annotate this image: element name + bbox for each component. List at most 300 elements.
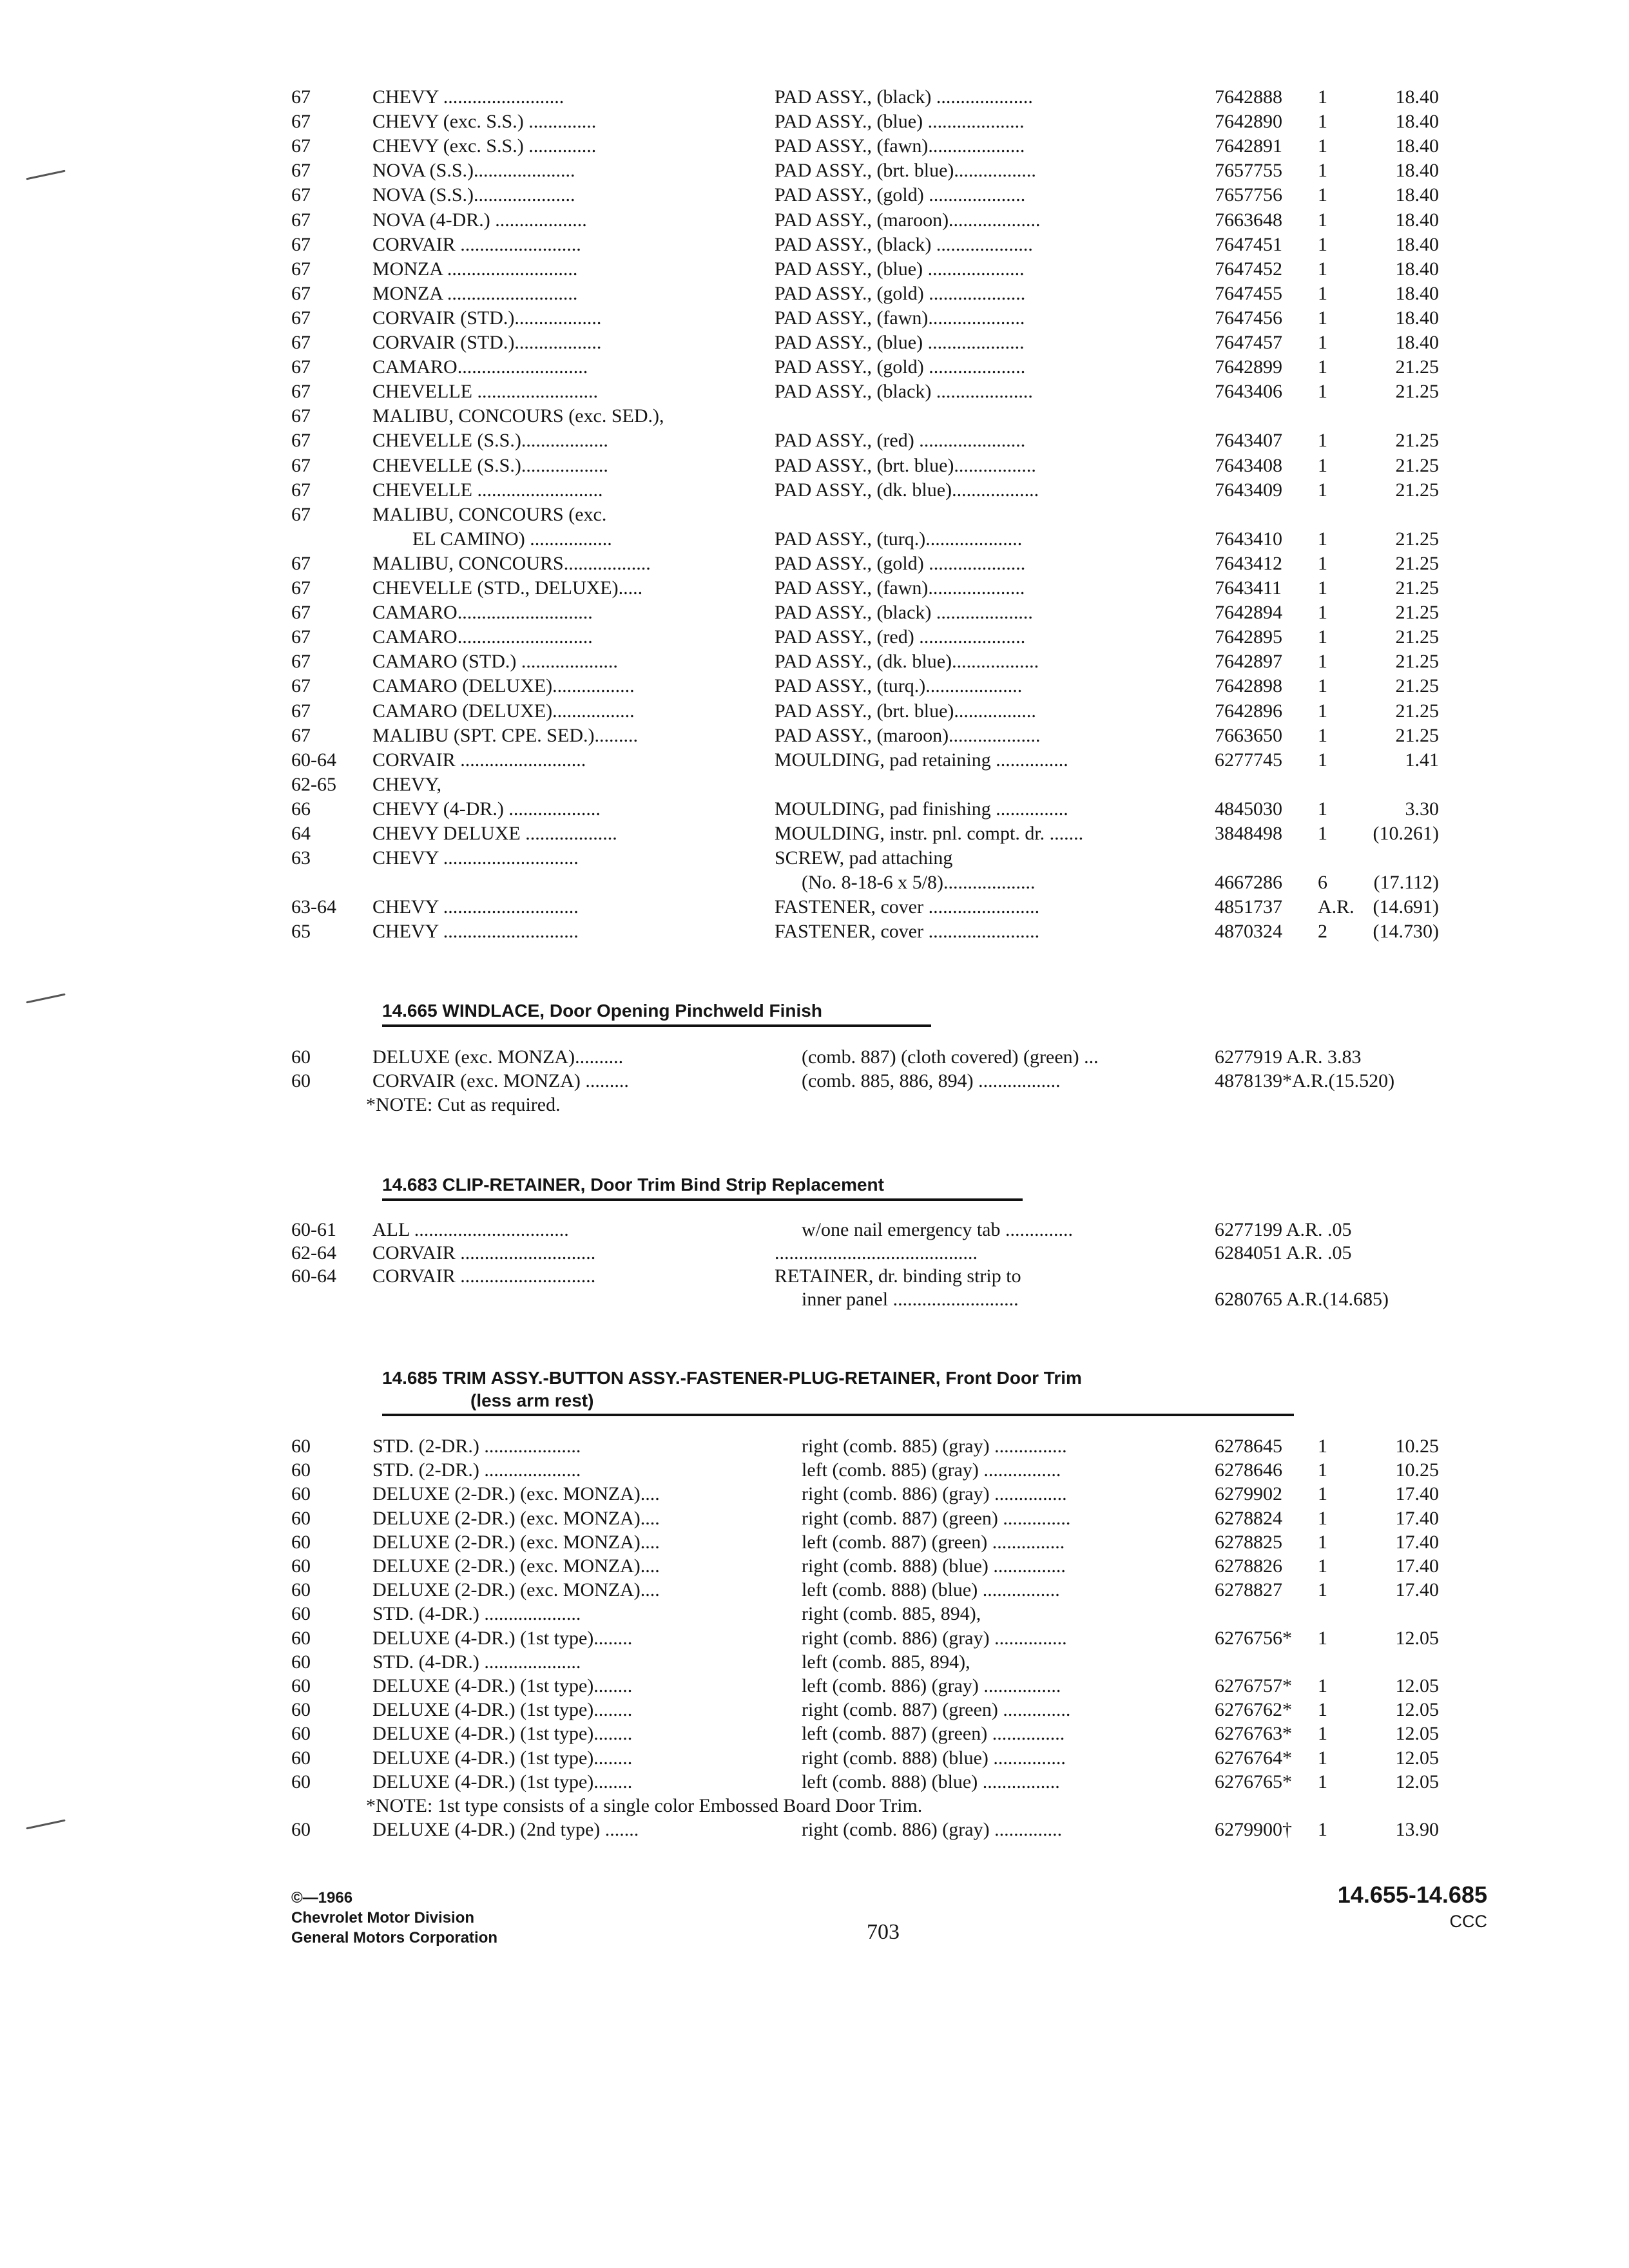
quantity-cell: 1 xyxy=(1318,479,1327,501)
year-cell: 63-64 xyxy=(291,896,336,918)
table-row xyxy=(0,1287,1629,1312)
price-cell: 21.25 xyxy=(1395,528,1439,550)
table-row xyxy=(0,478,1629,503)
model-cell: NOVA (S.S.)..................... xyxy=(372,184,575,206)
model-cell: CHEVY DELUXE ................... xyxy=(372,823,617,844)
description-cell: right (comb. 886) (gray) ............... xyxy=(802,1483,1067,1505)
model-cell: CHEVELLE .......................... xyxy=(372,479,603,501)
price-cell: 17.40 xyxy=(1395,1507,1439,1529)
description-cell: right (comb. 885, 894), xyxy=(802,1603,981,1625)
description-cell: left (comb. 886) (gray) ................ xyxy=(802,1675,1061,1696)
part-number-cell: 7647457 xyxy=(1215,332,1282,353)
section-rule-14-685 xyxy=(382,1414,1294,1416)
table-row xyxy=(0,380,1629,404)
table-row xyxy=(0,404,1629,428)
model-cell: CORVAIR ......................... xyxy=(372,233,581,255)
description-cell: left (comb. 888) (blue) ................ xyxy=(802,1771,1060,1792)
part-number-cell: 6279902 xyxy=(1215,1483,1282,1505)
price-cell: 21.25 xyxy=(1395,479,1439,501)
model-cell: CHEVY ......................... xyxy=(372,86,564,108)
table-row xyxy=(0,1602,1629,1626)
year-cell: 67 xyxy=(291,602,311,624)
price-cell: 17.40 xyxy=(1395,1579,1439,1601)
table-row xyxy=(0,1241,1629,1265)
year-cell: 60 xyxy=(291,1070,311,1091)
model-cell: DELUXE (exc. MONZA).......... xyxy=(372,1046,624,1068)
price-cell: 10.25 xyxy=(1395,1459,1439,1481)
footer-division: Chevrolet Motor Division xyxy=(291,1909,475,1927)
part-qty-price-cell: 6277919 A.R. 3.83 xyxy=(1215,1046,1362,1068)
table-row xyxy=(0,85,1629,110)
price-cell: 21.25 xyxy=(1395,626,1439,648)
quantity-cell: 1 xyxy=(1318,700,1327,722)
price-cell: 18.40 xyxy=(1395,233,1439,255)
part-number-cell: 7663650 xyxy=(1215,724,1282,746)
quantity-cell: 1 xyxy=(1318,282,1327,304)
description-cell: PAD ASSY., (brt. blue)................. xyxy=(775,454,1036,476)
model-cell: DELUXE (4-DR.) (1st type)........ xyxy=(372,1747,633,1769)
table-row xyxy=(0,1482,1629,1506)
table-row xyxy=(0,110,1629,134)
quantity-cell: 1 xyxy=(1318,454,1327,476)
price-cell: 18.40 xyxy=(1395,209,1439,231)
year-cell: 67 xyxy=(291,405,311,427)
part-number-cell: 6276756* xyxy=(1215,1627,1292,1649)
year-cell: 67 xyxy=(291,258,311,280)
year-cell: 67 xyxy=(291,184,311,206)
model-cell: CHEVY (4-DR.) ................... xyxy=(372,798,601,820)
description-cell: PAD ASSY., (dk. blue).................. xyxy=(775,479,1039,501)
description-cell: PAD ASSY., (gold) .................... xyxy=(775,552,1026,574)
table-row xyxy=(0,233,1629,257)
model-cell: NOVA (S.S.)..................... xyxy=(372,160,575,182)
part-number-cell: 6276764* xyxy=(1215,1747,1292,1769)
year-cell: 67 xyxy=(291,307,311,329)
price-cell: 12.05 xyxy=(1395,1771,1439,1792)
year-cell: 60 xyxy=(291,1603,311,1625)
table-row xyxy=(0,183,1629,207)
table-row xyxy=(0,1554,1629,1579)
description-cell: PAD ASSY., (fawn).................... xyxy=(775,577,1025,599)
part-number-cell: 7643412 xyxy=(1215,552,1282,574)
part-number-cell: 7643408 xyxy=(1215,454,1282,476)
quantity-cell: 1 xyxy=(1318,1771,1327,1792)
description-cell: PAD ASSY., (fawn).................... xyxy=(775,135,1025,157)
description-cell: PAD ASSY., (black) .................... xyxy=(775,86,1033,108)
quantity-cell: 6 xyxy=(1318,872,1327,894)
table-row xyxy=(0,1458,1629,1483)
table-row xyxy=(0,1530,1629,1555)
quantity-cell: 1 xyxy=(1318,233,1327,255)
table-row xyxy=(0,208,1629,233)
price-cell: 18.40 xyxy=(1395,307,1439,329)
year-cell: 60-64 xyxy=(291,1265,336,1287)
description-cell: PAD ASSY., (gold) .................... xyxy=(775,356,1026,378)
price-cell: (14.691) xyxy=(1373,896,1439,918)
footer-publisher xyxy=(291,1888,497,1948)
description-cell: left (comb. 888) (blue) ................ xyxy=(802,1579,1060,1601)
year-cell: 60-64 xyxy=(291,749,336,771)
price-cell: 21.25 xyxy=(1395,675,1439,697)
quantity-cell: 1 xyxy=(1318,381,1327,403)
model-cell: DELUXE (2-DR.) (exc. MONZA).... xyxy=(372,1507,660,1529)
price-cell: 10.25 xyxy=(1395,1436,1439,1457)
description-cell: MOULDING, pad finishing ............... xyxy=(775,798,1068,820)
part-number-cell: 6276757* xyxy=(1215,1675,1292,1696)
model-cell: STD. (4-DR.) .................... xyxy=(372,1603,581,1625)
model-cell: CHEVELLE (STD., DELUXE)..... xyxy=(372,577,643,599)
note-row xyxy=(0,1093,1629,1117)
margin-mark-middle xyxy=(26,994,65,1004)
year-cell: 67 xyxy=(291,160,311,182)
description-cell: .......................................... xyxy=(775,1242,978,1264)
price-cell: 21.25 xyxy=(1395,724,1439,746)
year-cell: 67 xyxy=(291,651,311,673)
description-cell: inner panel .......................... xyxy=(802,1289,1019,1310)
price-cell: 17.40 xyxy=(1395,1483,1439,1505)
part-qty-price-cell: 6280765 A.R.(14.685) xyxy=(1215,1289,1389,1310)
part-number-cell: 7642891 xyxy=(1215,135,1282,157)
model-cell: DELUXE (4-DR.) (1st type)........ xyxy=(372,1723,633,1745)
year-cell: 60-61 xyxy=(291,1219,336,1240)
part-number-cell: 7657755 xyxy=(1215,160,1282,182)
description-cell: PAD ASSY., (maroon)................... xyxy=(775,209,1041,231)
year-cell: 60 xyxy=(291,1771,311,1792)
quantity-cell: 1 xyxy=(1318,1675,1327,1696)
table-row xyxy=(0,1722,1629,1746)
table-row xyxy=(0,1506,1629,1531)
model-cell: CAMARO (DELUXE)................. xyxy=(372,675,635,697)
footer-section-ref xyxy=(1338,1880,1487,1933)
year-cell: 60 xyxy=(291,1675,311,1696)
table-row xyxy=(0,1674,1629,1698)
table-row xyxy=(0,699,1629,724)
price-cell: 21.25 xyxy=(1395,430,1439,452)
model-cell: EL CAMINO) ................. xyxy=(412,528,612,550)
description-cell: left (comb. 885, 894), xyxy=(802,1651,970,1673)
model-cell: CAMARO............................ xyxy=(372,626,593,648)
model-cell: CAMARO (DELUXE)................. xyxy=(372,700,635,722)
year-cell: 67 xyxy=(291,577,311,599)
quantity-cell: 1 xyxy=(1318,184,1327,206)
model-cell: MONZA ........................... xyxy=(372,282,578,304)
table-row xyxy=(0,1770,1629,1794)
year-cell: 67 xyxy=(291,552,311,574)
quantity-cell: 1 xyxy=(1318,1436,1327,1457)
table-row xyxy=(0,748,1629,773)
quantity-cell: 1 xyxy=(1318,1747,1327,1769)
description-cell: PAD ASSY., (black) .................... xyxy=(775,233,1033,255)
section-rule-14-683 xyxy=(382,1198,1023,1201)
description-cell: PAD ASSY., (turq.).................... xyxy=(775,675,1023,697)
quantity-cell: 1 xyxy=(1318,1627,1327,1649)
model-cell: DELUXE (4-DR.) (1st type)........ xyxy=(372,1627,633,1649)
model-cell: CORVAIR .......................... xyxy=(372,749,586,771)
part-number-cell: 7643411 xyxy=(1215,577,1282,599)
part-number-cell: 6278645 xyxy=(1215,1436,1282,1457)
table-row xyxy=(0,674,1629,698)
quantity-cell: 1 xyxy=(1318,552,1327,574)
price-cell: 18.40 xyxy=(1395,135,1439,157)
model-cell: STD. (2-DR.) .................... xyxy=(372,1459,581,1481)
model-cell: NOVA (4-DR.) ................... xyxy=(372,209,587,231)
quantity-cell: 1 xyxy=(1318,1723,1327,1745)
table-row xyxy=(0,1434,1629,1459)
price-cell: 12.05 xyxy=(1395,1627,1439,1649)
quantity-cell: 1 xyxy=(1318,356,1327,378)
model-cell: CHEVY, xyxy=(372,773,441,795)
table-row xyxy=(0,1578,1629,1602)
part-number-cell: 6279900† xyxy=(1215,1819,1292,1840)
description-cell: right (comb. 885) (gray) ............... xyxy=(802,1436,1067,1457)
year-cell: 60 xyxy=(291,1459,311,1481)
part-number-cell: 7642894 xyxy=(1215,602,1282,624)
model-cell: CAMARO............................ xyxy=(372,602,593,624)
year-cell: 67 xyxy=(291,233,311,255)
page-number: 703 xyxy=(867,1920,900,1944)
model-cell: ALL ................................ xyxy=(372,1219,569,1240)
table-row xyxy=(0,1698,1629,1722)
price-cell: 1.41 xyxy=(1405,749,1439,771)
model-cell: DELUXE (4-DR.) (1st type)........ xyxy=(372,1699,633,1721)
part-number-cell: 7643406 xyxy=(1215,381,1282,403)
model-cell: CAMARO (STD.) .................... xyxy=(372,651,618,673)
model-cell: DELUXE (4-DR.) (2nd type) ....... xyxy=(372,1819,639,1840)
table-row xyxy=(0,428,1629,453)
price-cell: 18.40 xyxy=(1395,111,1439,133)
price-cell: 21.25 xyxy=(1395,454,1439,476)
price-cell: 21.25 xyxy=(1395,381,1439,403)
quantity-cell: 1 xyxy=(1318,209,1327,231)
description-cell: SCREW, pad attaching xyxy=(775,847,953,869)
model-cell: MONZA ........................... xyxy=(372,258,578,280)
part-number-cell: 6276765* xyxy=(1215,1771,1292,1792)
description-cell: RETAINER, dr. binding strip to xyxy=(775,1265,1021,1287)
description-cell: PAD ASSY., (black) .................... xyxy=(775,602,1033,624)
year-cell: 67 xyxy=(291,430,311,452)
description-cell: right (comb. 887) (green) .............. xyxy=(802,1699,1071,1721)
price-cell: 12.05 xyxy=(1395,1723,1439,1745)
year-cell: 67 xyxy=(291,454,311,476)
part-number-cell: 7642897 xyxy=(1215,651,1282,673)
model-cell: DELUXE (4-DR.) (1st type)........ xyxy=(372,1675,633,1696)
table-row xyxy=(0,1626,1629,1651)
footer-corporation: General Motors Corporation xyxy=(291,1929,498,1946)
year-cell: 60 xyxy=(291,1747,311,1769)
description-cell: MOULDING, instr. pnl. compt. dr. ....... xyxy=(775,823,1084,844)
table-row xyxy=(0,1818,1629,1842)
price-cell: 13.90 xyxy=(1395,1819,1439,1840)
section-rule-14-665 xyxy=(382,1024,931,1027)
model-cell: CORVAIR (STD.).................. xyxy=(372,307,602,329)
table-row xyxy=(0,773,1629,797)
year-cell: 67 xyxy=(291,209,311,231)
year-cell: 65 xyxy=(291,921,311,943)
model-cell: DELUXE (2-DR.) (exc. MONZA).... xyxy=(372,1555,660,1577)
part-number-cell: 7643409 xyxy=(1215,479,1282,501)
part-number-cell: 7647451 xyxy=(1215,233,1282,255)
part-number-cell: 7657756 xyxy=(1215,184,1282,206)
table-row xyxy=(0,1264,1629,1289)
price-cell: 17.40 xyxy=(1395,1555,1439,1577)
year-cell: 67 xyxy=(291,111,311,133)
part-number-cell: 7663648 xyxy=(1215,209,1282,231)
quantity-cell: 1 xyxy=(1318,675,1327,697)
note-row xyxy=(0,1794,1629,1818)
quantity-cell: 1 xyxy=(1318,528,1327,550)
year-cell: 67 xyxy=(291,332,311,353)
description-cell: PAD ASSY., (red) ...................... xyxy=(775,626,1026,648)
year-cell: 67 xyxy=(291,135,311,157)
price-cell: 18.40 xyxy=(1395,86,1439,108)
quantity-cell: 1 xyxy=(1318,1531,1327,1553)
quantity-cell: 1 xyxy=(1318,1459,1327,1481)
model-cell: CHEVELLE (S.S.).................. xyxy=(372,430,608,452)
table-row xyxy=(0,552,1629,576)
year-cell: 63 xyxy=(291,847,311,869)
quantity-cell: 1 xyxy=(1318,86,1327,108)
table-row xyxy=(0,454,1629,478)
description-cell: (No. 8-18-6 x 5/8)................... xyxy=(802,872,1036,894)
description-cell: right (comb. 886) (gray) ............... xyxy=(802,1627,1067,1649)
part-number-cell: 7647456 xyxy=(1215,307,1282,329)
note-text: *NOTE: 1st type consists of a single color Embossed Board Door Trim. xyxy=(366,1795,923,1816)
table-row xyxy=(0,257,1629,282)
quantity-cell: 1 xyxy=(1318,111,1327,133)
section-heading-14-665: 14.665 WINDLACE, Door Opening Pinchweld Finish xyxy=(382,1001,822,1021)
table-row xyxy=(0,870,1629,895)
part-number-cell: 6278646 xyxy=(1215,1459,1282,1481)
quantity-cell: 1 xyxy=(1318,749,1327,771)
part-number-cell: 7642899 xyxy=(1215,356,1282,378)
model-cell: CHEVY ............................ xyxy=(372,896,579,918)
description-cell: PAD ASSY., (gold) .................... xyxy=(775,184,1026,206)
price-cell: 12.05 xyxy=(1395,1699,1439,1721)
quantity-cell: 1 xyxy=(1318,724,1327,746)
model-cell: DELUXE (2-DR.) (exc. MONZA).... xyxy=(372,1579,660,1601)
year-cell: 60 xyxy=(291,1579,311,1601)
model-cell: CHEVELLE ......................... xyxy=(372,381,598,403)
price-cell: 21.25 xyxy=(1395,602,1439,624)
year-cell: 60 xyxy=(291,1555,311,1577)
year-cell: 67 xyxy=(291,479,311,501)
model-cell: CORVAIR (STD.).................. xyxy=(372,332,602,353)
table-row xyxy=(0,1746,1629,1771)
year-cell: 67 xyxy=(291,282,311,304)
price-cell: 3.30 xyxy=(1405,798,1439,820)
part-number-cell: 6276763* xyxy=(1215,1723,1292,1745)
table-row xyxy=(0,822,1629,846)
price-cell: 18.40 xyxy=(1395,160,1439,182)
description-cell: (comb. 887) (cloth covered) (green) ... xyxy=(802,1046,1099,1068)
part-number-cell: 6278827 xyxy=(1215,1579,1282,1601)
year-cell: 67 xyxy=(291,675,311,697)
quantity-cell: 2 xyxy=(1318,921,1327,943)
model-cell: STD. (2-DR.) .................... xyxy=(372,1436,581,1457)
part-number-cell: 4845030 xyxy=(1215,798,1282,820)
year-cell: 67 xyxy=(291,700,311,722)
table-row xyxy=(0,895,1629,919)
catalog-code: CCC xyxy=(1449,1912,1487,1931)
year-cell: 64 xyxy=(291,823,311,844)
model-cell: CORVAIR (exc. MONZA) ......... xyxy=(372,1070,629,1091)
description-cell: left (comb. 887) (green) ............... xyxy=(802,1531,1065,1553)
section-heading-14-685: 14.685 TRIM ASSY.-BUTTON ASSY.-FASTENER-PLUG-RETAINER, Front Door Trim xyxy=(382,1368,1082,1388)
price-cell: 21.25 xyxy=(1395,356,1439,378)
year-cell: 67 xyxy=(291,381,311,403)
quantity-cell: 1 xyxy=(1318,798,1327,820)
year-cell: 60 xyxy=(291,1531,311,1553)
description-cell: PAD ASSY., (dk. blue).................. xyxy=(775,651,1039,673)
table-row xyxy=(0,134,1629,159)
model-cell: DELUXE (2-DR.) (exc. MONZA).... xyxy=(372,1531,660,1553)
part-number-cell: 6277745 xyxy=(1215,749,1282,771)
part-number-cell: 4870324 xyxy=(1215,921,1282,943)
year-cell: 60 xyxy=(291,1627,311,1649)
part-number-cell: 6278825 xyxy=(1215,1531,1282,1553)
price-cell: 18.40 xyxy=(1395,282,1439,304)
year-cell: 60 xyxy=(291,1651,311,1673)
table-row xyxy=(0,625,1629,649)
quantity-cell: 1 xyxy=(1318,332,1327,353)
year-cell: 67 xyxy=(291,86,311,108)
quantity-cell: 1 xyxy=(1318,626,1327,648)
part-number-cell: 4851737 xyxy=(1215,896,1282,918)
price-cell: 12.05 xyxy=(1395,1747,1439,1769)
model-cell: STD. (4-DR.) .................... xyxy=(372,1651,581,1673)
description-cell: right (comb. 888) (blue) ............... xyxy=(802,1555,1066,1577)
price-cell: 18.40 xyxy=(1395,258,1439,280)
year-cell: 66 xyxy=(291,798,311,820)
description-cell: left (comb. 885) (gray) ................ xyxy=(802,1459,1061,1481)
price-cell: (14.730) xyxy=(1373,921,1439,943)
part-number-cell: 7643407 xyxy=(1215,430,1282,452)
table-row xyxy=(0,1069,1629,1093)
year-cell: 60 xyxy=(291,1723,311,1745)
price-cell: 18.40 xyxy=(1395,332,1439,353)
table-row xyxy=(0,159,1629,183)
quantity-cell: 1 xyxy=(1318,135,1327,157)
part-number-cell: 7642896 xyxy=(1215,700,1282,722)
table-row xyxy=(0,1045,1629,1070)
description-cell: PAD ASSY., (fawn).................... xyxy=(775,307,1025,329)
model-cell: CHEVELLE (S.S.).................. xyxy=(372,454,608,476)
table-row xyxy=(0,649,1629,674)
model-cell: MALIBU, CONCOURS (exc. xyxy=(372,503,607,525)
table-row xyxy=(0,1650,1629,1675)
quantity-cell: 1 xyxy=(1318,651,1327,673)
table-row xyxy=(0,503,1629,527)
part-qty-price-cell: 4878139*A.R.(15.520) xyxy=(1215,1070,1395,1091)
price-cell: 21.25 xyxy=(1395,700,1439,722)
part-qty-price-cell: 6284051 A.R. .05 xyxy=(1215,1242,1352,1264)
year-cell: 67 xyxy=(291,356,311,378)
description-cell: PAD ASSY., (brt. blue)................. xyxy=(775,160,1036,182)
quantity-cell: 1 xyxy=(1318,1507,1327,1529)
model-cell: DELUXE (4-DR.) (1st type)........ xyxy=(372,1771,633,1792)
description-cell: PAD ASSY., (turq.).................... xyxy=(775,528,1023,550)
part-number-cell: 7647455 xyxy=(1215,282,1282,304)
description-cell: PAD ASSY., (blue) .................... xyxy=(775,332,1025,353)
year-cell: 62-65 xyxy=(291,773,336,795)
quantity-cell: 1 xyxy=(1318,1555,1327,1577)
section-heading-14-683: 14.683 CLIP-RETAINER, Door Trim Bind Strip Replacement xyxy=(382,1175,884,1195)
table-row xyxy=(0,282,1629,306)
year-cell: 60 xyxy=(291,1507,311,1529)
model-cell: CHEVY ............................ xyxy=(372,921,579,943)
year-cell: 60 xyxy=(291,1699,311,1721)
year-cell: 67 xyxy=(291,626,311,648)
